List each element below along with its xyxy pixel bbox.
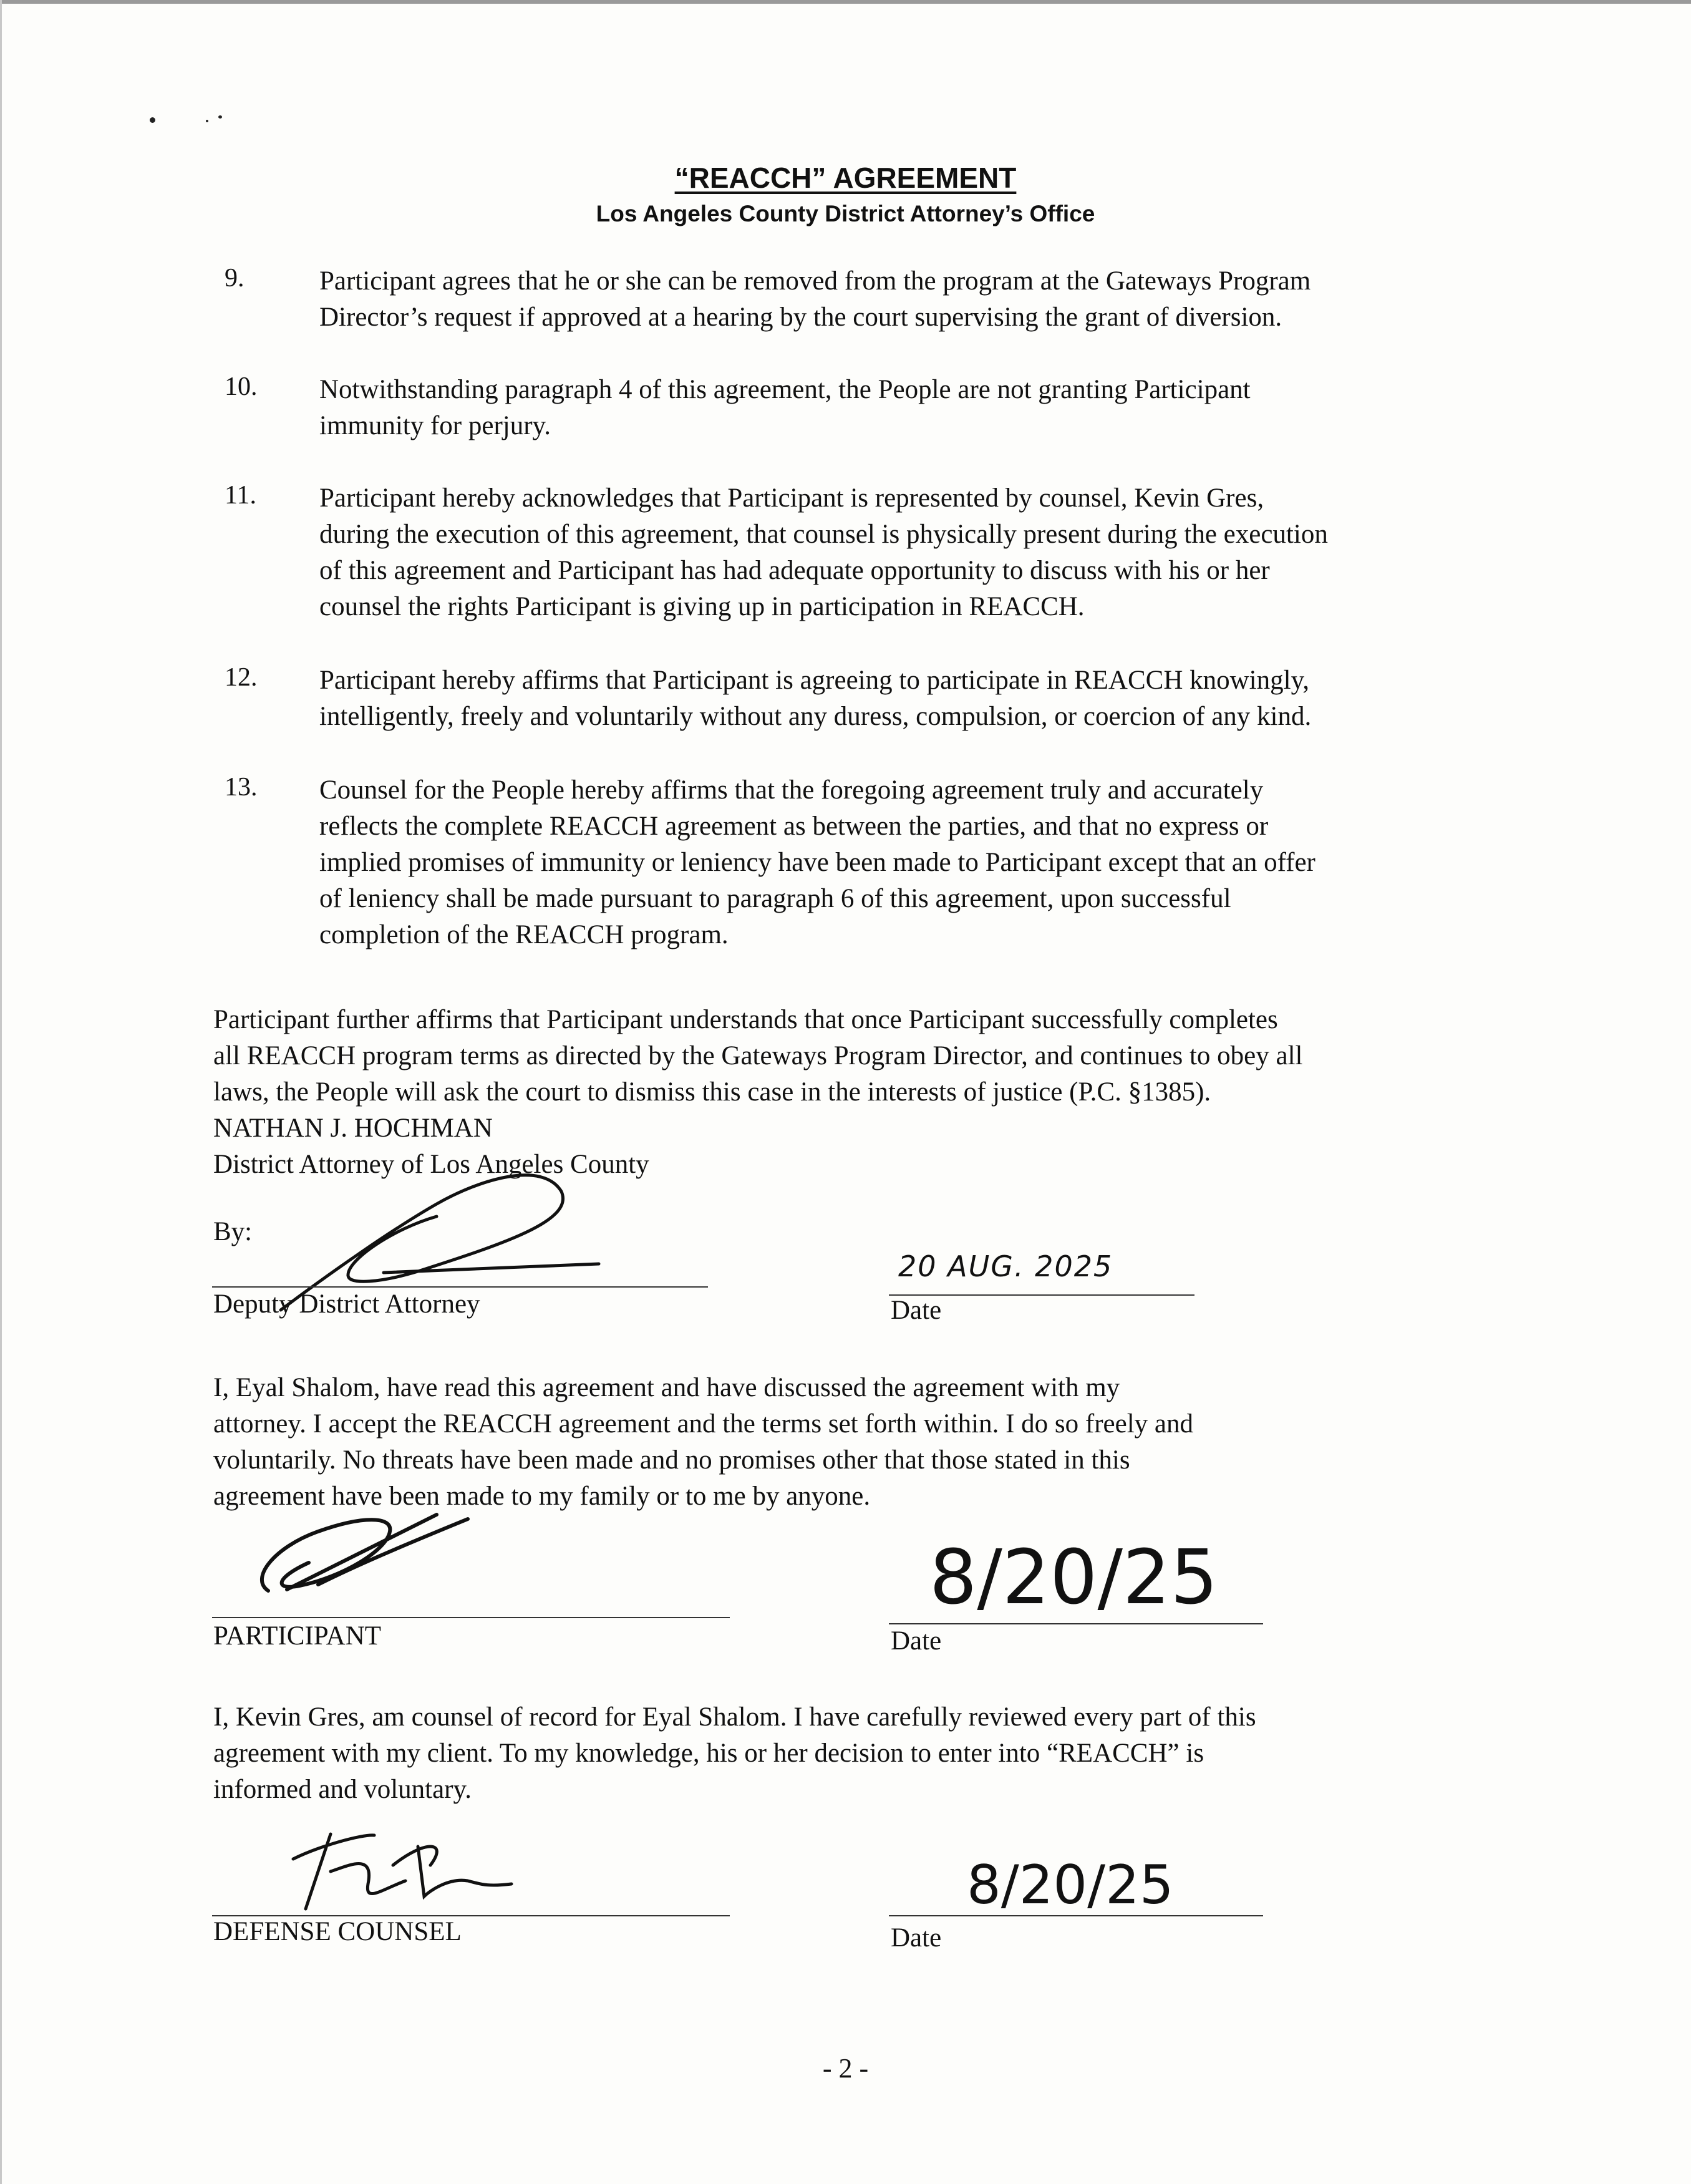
counsel-statement-line: agreement with my client. To my knowledge, his or her decision to enter into “REACCH” is <box>213 1739 1204 1768</box>
item-line: completion of the REACCH program. <box>319 920 729 949</box>
scan-speck <box>206 120 208 122</box>
scan-edge-top <box>0 0 1691 4</box>
item-number: 9. <box>225 264 245 293</box>
item-line: Counsel for the People hereby affirms that the foregoing agreement truly and accurately <box>319 775 1264 805</box>
counsel-statement-line: I, Kevin Gres, am counsel of record for Eyal Shalom. I have carefully reviewed every part of this <box>213 1702 1256 1732</box>
participant-statement-line: attorney. I accept the REACCH agreement and the terms set forth within. I do so freely and <box>213 1409 1193 1439</box>
defense-counsel-date-label: Date <box>891 1923 942 1953</box>
item-line: of this agreement and Participant has had adequate opportunity to discuss with his or her <box>319 556 1270 585</box>
item-number: 13. <box>225 773 258 802</box>
item-line: implied promises of immunity or leniency have been made to Participant except that an offer <box>319 848 1315 877</box>
defense-counsel-label: DEFENSE COUNSEL <box>213 1917 462 1946</box>
document-title: “REACCH” AGREEMENT <box>674 162 1017 194</box>
item-line: Participant hereby acknowledges that Participant is represented by counsel, Kevin Gres, <box>319 483 1264 513</box>
counsel-statement-line: informed and voluntary. <box>213 1775 472 1804</box>
deputy-da-label: Deputy District Attorney <box>213 1289 480 1319</box>
item-line: immunity for perjury. <box>319 411 551 440</box>
participant-affirmation <box>213 1002 1542 1183</box>
deputy-da-signature-line <box>212 1286 708 1288</box>
district-attorney-name: NATHAN J. HOCHMAN <box>213 1114 493 1143</box>
item-text <box>319 772 1542 953</box>
item-line: Director’s request if approved at a hearing by the court supervising the grant of diversion. <box>319 303 1282 332</box>
participant-statement-line: voluntarily. No threats have been made and no promises other that those stated in this <box>213 1445 1130 1475</box>
participant-handwritten-date: 8/20/25 <box>929 1535 1218 1621</box>
scan-speck <box>218 115 222 119</box>
participant-date-label: Date <box>891 1626 942 1656</box>
participant-signature <box>250 1503 499 1603</box>
participant-signature-line <box>212 1617 730 1618</box>
item-line: Participant hereby affirms that Participant is agreeing to participate in REACCH knowingly, <box>319 666 1310 695</box>
item-line: reflects the complete REACCH agreement as between the parties, and that no express or <box>319 812 1269 841</box>
deputy-da-handwritten-date: 20 AUG. 2025 <box>898 1250 1113 1283</box>
item-line: counsel the rights Participant is giving up in participation in REACCH. <box>319 592 1085 621</box>
affirmation-line: Participant further affirms that Participant understands that once Participant successfully completes <box>213 1005 1278 1034</box>
participant-label: PARTICIPANT <box>213 1621 382 1651</box>
participant-statement <box>213 1370 1542 1515</box>
item-line: during the execution of this agreement, that counsel is physically present during the execution <box>319 520 1328 549</box>
counsel-statement <box>213 1699 1542 1808</box>
participant-statement-line: agreement have been made to my family or to me by anyone. <box>213 1482 871 1511</box>
item-text <box>319 263 1542 336</box>
item-text <box>319 662 1542 735</box>
participant-date-line <box>889 1623 1263 1624</box>
district-attorney-title: District Attorney of Los Angeles County <box>213 1150 649 1179</box>
item-number: 12. <box>225 663 258 692</box>
document-subtitle: Los Angeles County District Attorney’s Office <box>596 201 1095 226</box>
item-line: of leniency shall be made pursuant to paragraph 6 of this agreement, upon successful <box>319 884 1231 913</box>
participant-statement-line: I, Eyal Shalom, have read this agreement and have discussed the agreement with my <box>213 1373 1120 1402</box>
item-text <box>319 372 1542 444</box>
item-line: Participant agrees that he or she can be removed from the program at the Gateways Program <box>319 266 1311 296</box>
defense-counsel-signature <box>281 1822 530 1915</box>
defense-counsel-date-line <box>889 1915 1263 1916</box>
by-label: By: <box>213 1217 253 1246</box>
deputy-da-date-label: Date <box>891 1296 942 1325</box>
item-text <box>319 480 1542 625</box>
item-number: 10. <box>225 372 258 401</box>
scan-edge-left <box>0 0 2 2184</box>
item-line: Notwithstanding paragraph 4 of this agreement, the People are not granting Participant <box>319 375 1251 404</box>
affirmation-line: laws, the People will ask the court to dismiss this case in the interests of justice (P.C. §1385). <box>213 1077 1211 1107</box>
affirmation-line: all REACCH program terms as directed by the Gateways Program Director, and continues to obey all <box>213 1041 1303 1070</box>
item-number: 11. <box>225 481 256 510</box>
item-line: intelligently, freely and voluntarily without any duress, compulsion, or coercion of any kind. <box>319 702 1312 731</box>
defense-counsel-handwritten-date: 8/20/25 <box>967 1854 1174 1916</box>
page-number: - 2 - <box>822 2053 869 2084</box>
scan-speck <box>150 117 155 123</box>
